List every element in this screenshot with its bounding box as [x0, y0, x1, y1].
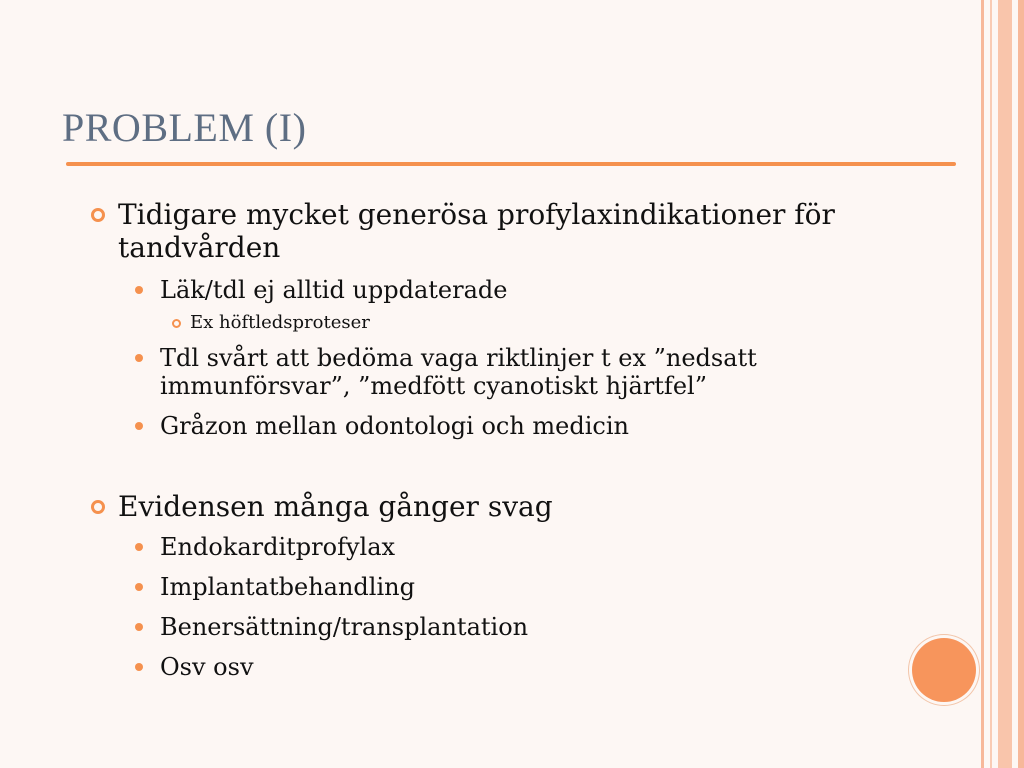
bullet-level2	[88, 573, 878, 601]
stripe	[981, 0, 984, 768]
bullet-text: Endokarditprofylax	[160, 533, 396, 561]
bullet-text: Läk/tdl ej alltid uppdaterade	[160, 276, 508, 304]
dot-bullet-icon	[135, 623, 143, 631]
bullet-text: Osv osv	[160, 653, 254, 681]
slide-content	[88, 198, 878, 681]
bullet-level2	[88, 533, 878, 561]
small-ring-bullet-icon	[172, 319, 181, 328]
slide-title: PROBLEM (I)	[62, 105, 307, 150]
stripe	[1018, 0, 1024, 768]
bullet-text: Benersättning/transplantation	[160, 613, 529, 641]
bullet-text: Implantatbehandling	[160, 573, 415, 601]
bullet-text: Tdl svårt att bedöma vaga riktlinjer t ex ”nedsatt immunförsvar”, ”medfött cyanotiskt hjärtfel”	[160, 344, 757, 400]
title-underline	[66, 162, 956, 166]
bullet-level2	[88, 412, 878, 440]
ring-bullet-icon	[91, 208, 105, 222]
dot-bullet-icon	[135, 543, 143, 551]
bullet-text: Ex höftledsproteser	[190, 312, 370, 333]
bullet-level1	[88, 490, 878, 523]
bullet-text: Tidigare mycket generösa profylaxindikationer för tandvården	[118, 198, 835, 264]
dot-bullet-icon	[135, 422, 143, 430]
bullet-text: Gråzon mellan odontologi och medicin	[160, 412, 629, 440]
bullet-level2	[88, 344, 878, 400]
bullet-level1	[88, 198, 878, 264]
bullet-level3	[88, 312, 878, 334]
ring-bullet-icon	[91, 500, 105, 514]
bullet-level2	[88, 276, 878, 304]
dot-bullet-icon	[135, 354, 143, 362]
bullet-text: Evidensen många gånger svag	[118, 490, 553, 523]
bullet-level2	[88, 613, 878, 641]
stripe	[998, 0, 1012, 768]
decorative-circle	[912, 638, 976, 702]
dot-bullet-icon	[135, 663, 143, 671]
dot-bullet-icon	[135, 286, 143, 294]
bullet-level2	[88, 653, 878, 681]
stripe	[990, 0, 992, 768]
dot-bullet-icon	[135, 583, 143, 591]
decorative-stripes	[976, 0, 1024, 768]
